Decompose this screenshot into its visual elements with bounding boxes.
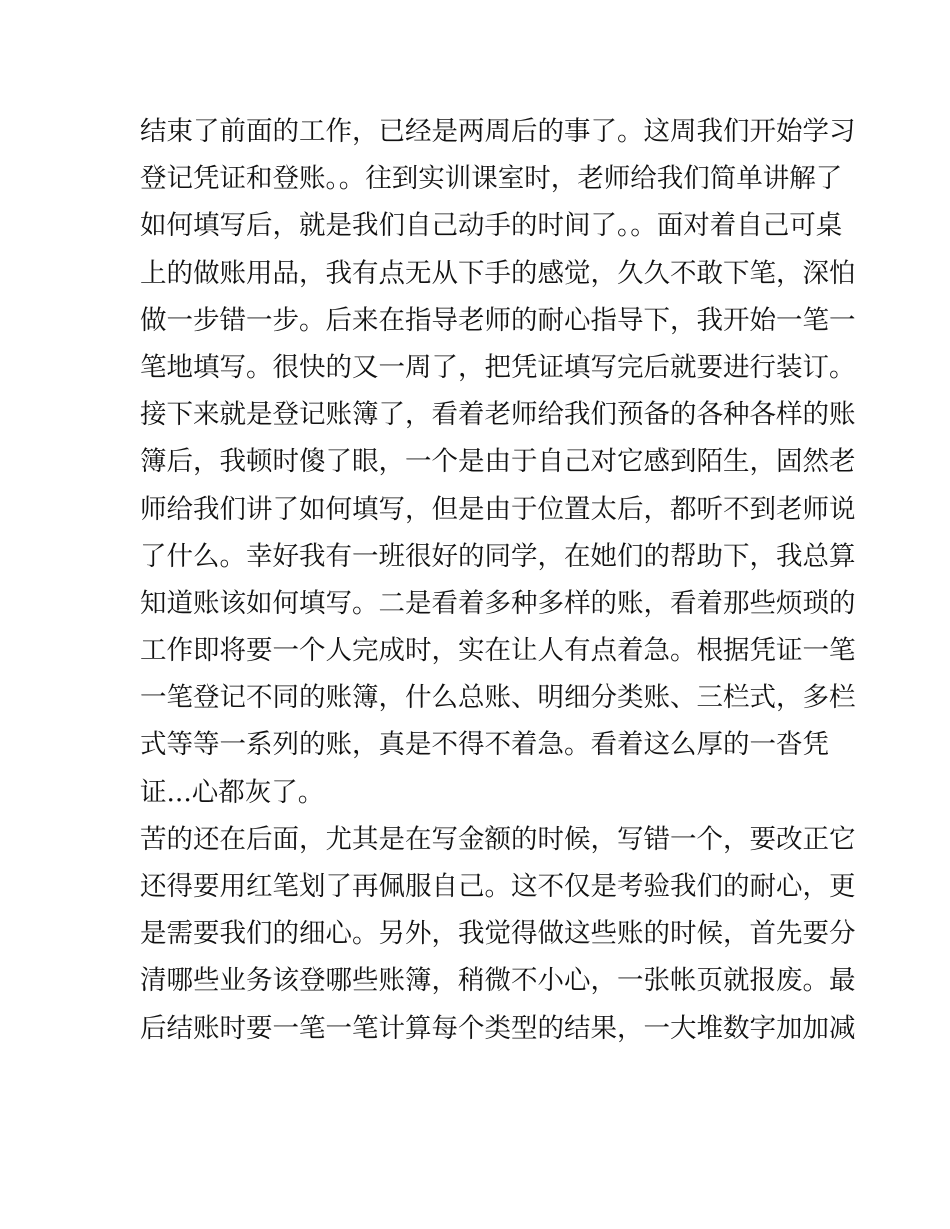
text-line: 笔地填写。很快的又一周了，把凭证填写完后就要进行装订。: [140, 351, 856, 383]
paragraph-end-line: 证...心都灰了。: [140, 776, 325, 808]
document-body: [140, 108, 856, 1052]
text-line: 苦的还在后面，尤其是在写金额的时候，写错一个，要改正它: [140, 823, 856, 855]
text-line: 登记凭证和登账。。往到实训课室时，老师给我们简单讲解了: [140, 163, 843, 195]
text-line: 还得要用红笔划了再佩服自己。这不仅是考验我们的耐心，更: [140, 871, 856, 902]
text-line: 知道账该如何填写。二是看着多种多样的账，看着那些烦琐的: [140, 587, 856, 619]
text-line: 后结账时要一笔一笔计算每个类型的结果，一大堆数字加加减: [140, 1012, 856, 1044]
text-line: 一笔登记不同的账簿，什么总账、明细分类账、三栏式，多栏: [140, 682, 856, 714]
text-line: 清哪些业务该登哪些账簿，稍微不小心，一张帐页就报废。最: [140, 965, 856, 997]
text-line: 接下来就是登记账簿了，看着老师给我们预备的各种各样的账: [140, 399, 856, 431]
text-line: 了什么。幸好我有一班很好的同学，在她们的帮助下，我总算: [140, 540, 856, 572]
text-line: 簿后，我顿时傻了眼，一个是由于自己对它感到陌生，固然老: [140, 446, 856, 478]
text-line: 做一步错一步。后来在指导老师的耐心指导下，我开始一笔一: [140, 304, 856, 336]
text-line: 式等等一系列的账，真是不得不着急。看着这么厚的一沓凭: [140, 729, 829, 761]
text-line: 是需要我们的细心。另外，我觉得做这些账的时候，首先要分: [140, 918, 856, 950]
text-line: 工作即将要一个人完成时，实在让人有点着急。根据凭证一笔: [140, 635, 856, 667]
text-line: 结束了前面的工作，已经是两周后的事了。这周我们开始学习: [140, 116, 856, 147]
text-line: 上的做账用品，我有点无从下手的感觉，久久不敢下笔，深怕: [140, 257, 856, 289]
text-line: 如何填写后，就是我们自己动手的时间了。。面对着自己可桌: [140, 210, 843, 242]
text-line: 师给我们讲了如何填写，但是由于位置太后，都听不到老师说: [140, 493, 856, 525]
